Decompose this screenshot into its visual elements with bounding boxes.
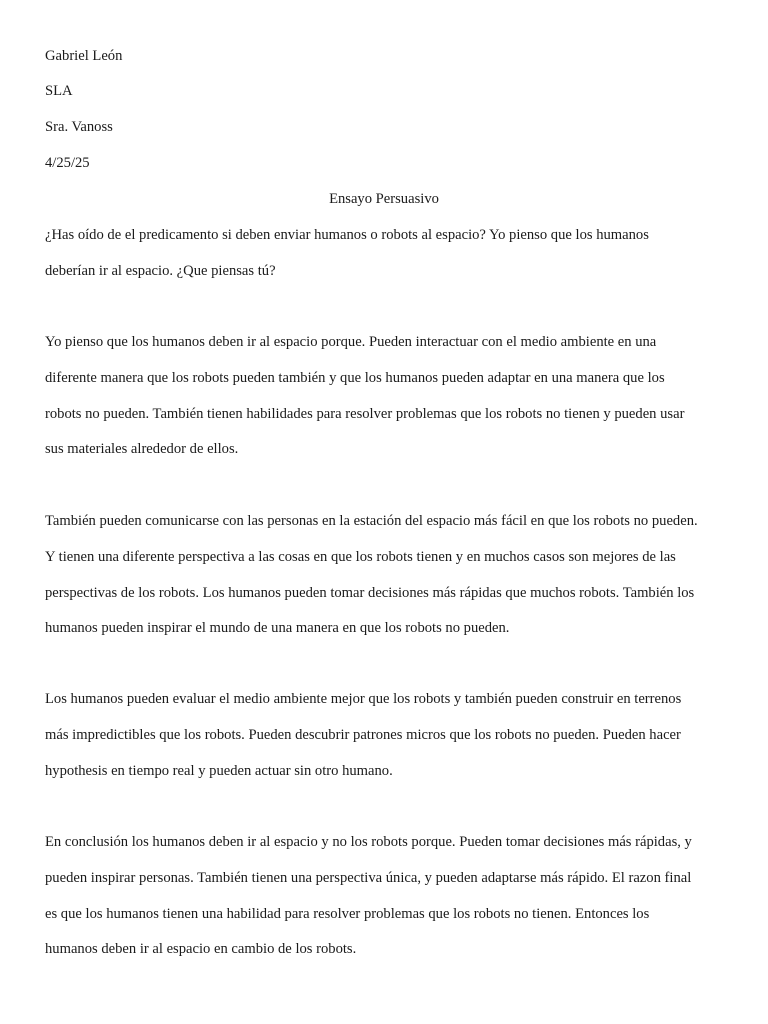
paragraph-line: También pueden comunicarse con las personas en la estación del espacio más fácil en que los robots no pueden. <box>45 513 698 529</box>
teacher-name: Sra. Vanoss <box>45 119 113 135</box>
paragraph-line: hypothesis en tiempo real y pueden actuar sin otro humano. <box>45 762 393 779</box>
paragraph-body-1 <box>45 333 725 476</box>
author-name: Gabriel León <box>45 48 123 64</box>
paragraph-line: perspectivas de los robots. Los humanos pueden tomar decisiones más rápidas que muchos robots. También los <box>45 584 695 601</box>
paragraph-line: Los humanos pueden evaluar el medio ambiente mejor que los robots y también pueden construir en terrenos <box>45 691 682 707</box>
paragraph-line: Yo pienso que los humanos deben ir al espacio porque. Pueden interactuar con el medio ambiente en una <box>45 334 657 350</box>
paragraph-line: deberían ir al espacio. ¿Que piensas tú? <box>45 262 276 279</box>
paragraph-line: es que los humanos tienen una habilidad para resolver problemas que los robots no tienen. Entonces los <box>45 905 650 922</box>
paragraph-line: Y tienen una diferente perspectiva a las cosas en que los robots tienen y en muchos casos son mejores de las <box>45 548 676 565</box>
paragraph-line: robots no pueden. También tienen habilidades para resolver problemas que los robots no tienen y pueden usar <box>45 405 685 422</box>
paragraph-body-2 <box>45 512 725 655</box>
paragraph-line: En conclusión los humanos deben ir al espacio y no los robots porque. Pueden tomar decisiones más rápidas, y <box>45 834 692 850</box>
paragraph-line: ¿Has oído de el predicamento si deben enviar humanos o robots al espacio? Yo pienso que los humanos <box>45 227 649 243</box>
essay-title: Ensayo Persuasivo <box>329 191 439 207</box>
paragraph-conclusion <box>45 833 725 976</box>
paragraph-intro <box>45 226 725 298</box>
paragraph-body-3 <box>45 690 725 797</box>
paragraph-line: diferente manera que los robots pueden también y que los humanos pueden adaptar en una manera que los <box>45 369 665 386</box>
paragraph-line: humanos pueden inspirar el mundo de una manera en que los robots no pueden. <box>45 620 510 637</box>
paragraph-line: sus materiales alrededor de ellos. <box>45 441 239 458</box>
paragraph-line: humanos deben ir al espacio en cambio de los robots. <box>45 941 357 958</box>
paragraph-line: más impredictibles que los robots. Pueden descubrir patrones micros que los robots no pueden. Pueden hacer <box>45 726 681 743</box>
paragraph-line: pueden inspirar personas. También tienen una perspectiva única, y pueden adaptarse más rápido. El razon final <box>45 869 692 886</box>
essay-date: 4/25/25 <box>45 155 90 171</box>
school-name: SLA <box>45 83 73 99</box>
